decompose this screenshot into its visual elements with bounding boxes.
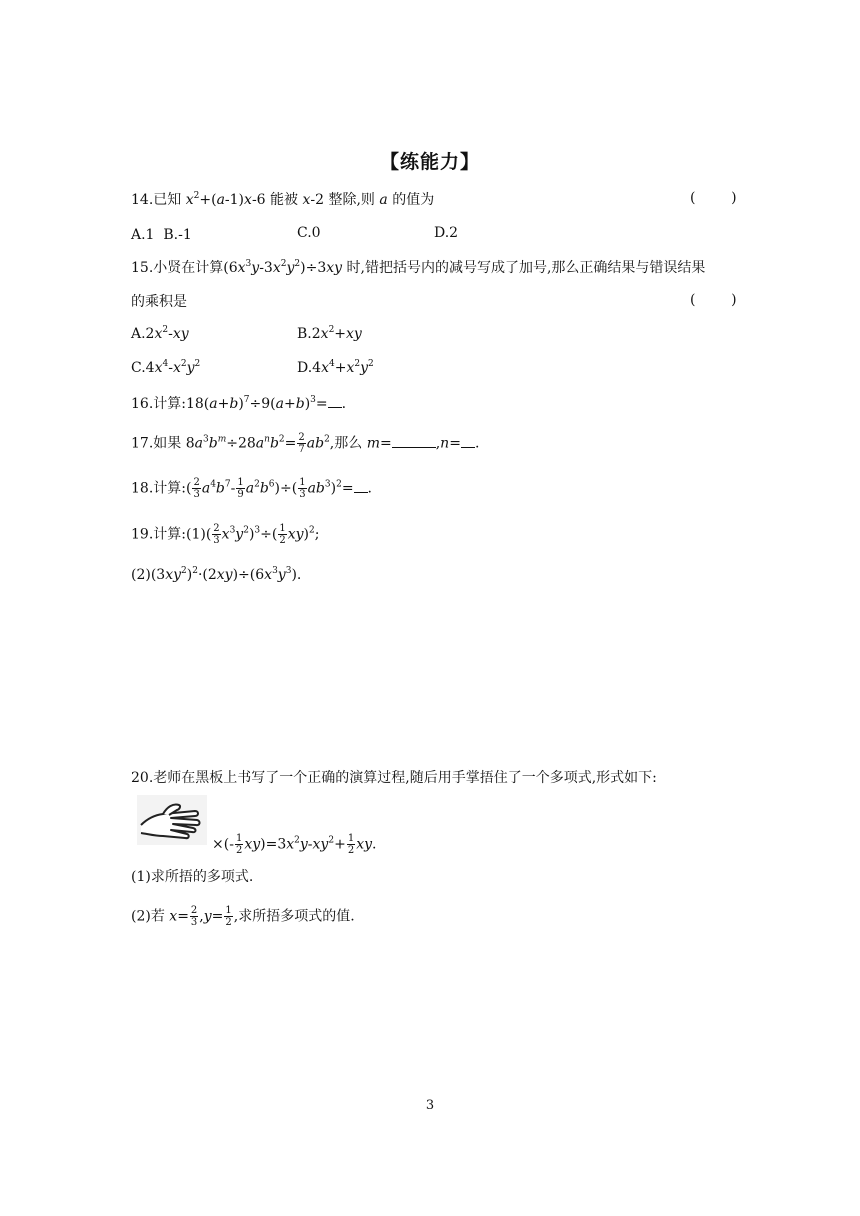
q15-answer-paren: ( )	[690, 292, 737, 308]
q15-option-a: $A.2x^2-xy$	[131, 325, 189, 342]
q14-option-b: B.-1	[163, 227, 192, 243]
q16-answer-blank[interactable]	[328, 395, 342, 408]
q14-answer-paren: ( )	[690, 190, 737, 206]
fraction: $\frac{1}{2}$	[235, 833, 243, 856]
q14-text4: 的值为	[387, 192, 435, 208]
question-16: 16.计算$:18(a+b)^7\div 9(a+b)^3=$ .	[131, 395, 347, 412]
question-17: 17.如果 $8a^3b^m\div 28a^nb^2=$ $\frac{2}{7}$ $ab^2$,那么 m= ,n= .	[131, 432, 480, 455]
q14-option-c: C.0	[297, 225, 321, 241]
fraction: $\frac{1}{3}$	[299, 477, 306, 500]
q15-option-d: $D.4x^4+x^2y^2$	[297, 359, 374, 376]
q18-answer-blank[interactable]	[354, 480, 368, 493]
q20-text: 老师在黑板上书写了一个正确的演算过程,随后用手掌捂住了一个多项式,形式如下:	[153, 770, 657, 786]
q15-line2: 的乘积是	[131, 294, 187, 310]
q14-number: 14.	[131, 192, 154, 208]
q16-number: 16.	[131, 396, 154, 412]
fraction: $\frac{1}{2}$	[347, 833, 355, 856]
fraction: $\frac{2}{7}$	[298, 432, 305, 455]
fraction: $\frac{1}{2}$	[279, 523, 286, 546]
q20-part2: (2)若 x= $\frac{2}{3}$ ,y= $\frac{1}{2}$ ,求所捂多项式的值.	[131, 905, 355, 928]
fraction: $\frac{2}{3}$	[193, 477, 200, 500]
q17-number: 17.	[131, 435, 154, 452]
q14-text: 已知	[153, 192, 186, 208]
question-15: 15.小贤在计算$(6x^3y-3x^2y^2)\div 3xy$ 时,错把括号内的减号写成了加号,那么正确结果与错误结果	[131, 259, 706, 276]
fraction: $\frac{2}{3}$	[190, 905, 198, 928]
q15-text: 小贤在计算(6	[153, 260, 238, 276]
q14-text3: 整除,则	[328, 192, 380, 208]
q14-text2: 能被	[270, 192, 303, 208]
fraction: $\frac{1}{9}$	[237, 477, 244, 500]
q14-option-d: D.2	[434, 225, 459, 241]
q20-equation: ×(- $\frac{1}{2}$ $xy)=3x^2y-xy^2+$ $\frac{1}{2}$ xy.	[212, 833, 377, 856]
fraction: $\frac{2}{3}$	[213, 523, 220, 546]
section-heading: 【练能力】	[379, 151, 480, 173]
q15-option-c: $C.4x^4-x^2y^2$	[131, 359, 201, 376]
q17-m-blank[interactable]	[392, 435, 436, 448]
question-18: 18.计算:( $\frac{2}{3}$ $a^4b^7-$ $\frac{1}{9}$ $a^2b^6)\div$( $\frac{1}{3}$ $ab^3)^2=$ .	[131, 477, 372, 500]
q19-number: 19.	[131, 526, 154, 543]
q15-number: 15.	[131, 260, 154, 276]
page-number: 3	[425, 1098, 435, 1113]
hand-icon	[137, 795, 207, 845]
fraction: $\frac{1}{2}$	[225, 905, 232, 928]
q20-number: 20.	[131, 770, 154, 786]
q14-option-a: A.1	[131, 227, 155, 243]
question-20	[131, 768, 657, 788]
q14-options	[131, 225, 192, 245]
question-14: 14.已知 $x^2+(a-1)x-6$ 能被 x-2 整除,则 a 的值为	[131, 191, 435, 208]
q18-number: 18.	[131, 480, 154, 497]
q15-option-b: $B.2x^2+xy$	[297, 325, 362, 342]
question-19: 19.计算:(1)( $\frac{2}{3}$ $x^3y^2)^3\div$( $\frac{1}{2}$ xy)$^2$;	[131, 523, 320, 546]
q17-n-blank[interactable]	[461, 435, 475, 448]
q15-text2: 时,错把括号内的减号写成了加号,那么正确结果与错误结果	[346, 260, 706, 276]
q19-part2: $(2)(3xy^2)^2\cdot(2xy)\div(6x^3y^3)$.	[131, 566, 302, 583]
q20-part1: (1)求所捂的多项式.	[131, 869, 254, 885]
